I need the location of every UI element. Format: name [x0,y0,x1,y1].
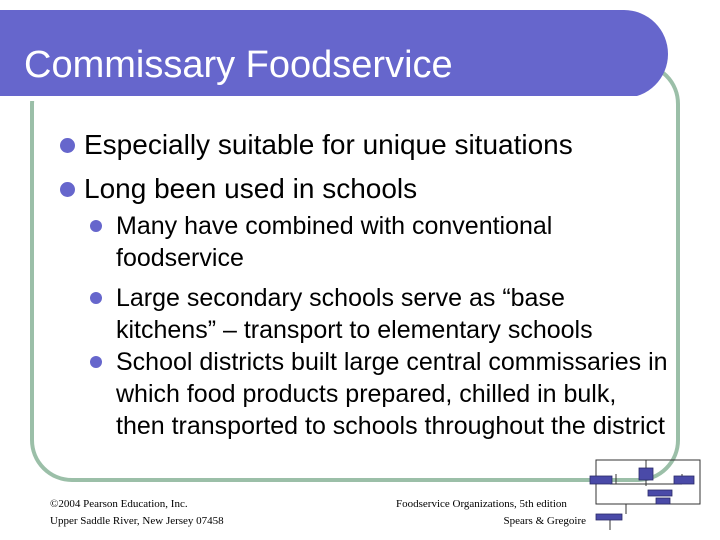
sub-bullet-text: Large secondary schools serve as “base kitchens” – transport to elementary schools [116,284,593,344]
bullet-text: Long been used in schools [84,173,418,204]
bullet-text: Especially suitable for unique situations [84,129,573,160]
bullet-icon [60,138,75,153]
bullet-item [60,128,680,162]
bullet-item [60,172,680,206]
footer-right-line: Foodservice Organizations, 5th edition [396,498,567,510]
flowchart-icon [586,456,706,536]
footer-copyright [50,496,224,530]
sub-bullet-icon [90,356,102,368]
sub-bullet-text: School districts built large central commissaries in which food products prepared, chilled in bulk, then transported to schools throughout the district [116,348,668,440]
sub-bullet-icon [90,292,102,304]
footer-book-info [396,496,586,530]
footer-right-line: Spears & Gregoire [503,515,586,527]
sub-bullet-item [90,282,670,346]
sub-bullet-text: Many have combined with conventional foodservice [116,212,553,272]
bullet-icon [60,182,75,197]
sub-bullet-item [90,210,670,274]
sub-bullet-item [90,346,670,442]
footer-left-line: ©2004 Pearson Education, Inc. [50,498,188,510]
sub-bullet-icon [90,220,102,232]
footer-left-line: Upper Saddle River, New Jersey 07458 [50,515,224,527]
slide-title: Commissary Foodservice [24,44,453,86]
